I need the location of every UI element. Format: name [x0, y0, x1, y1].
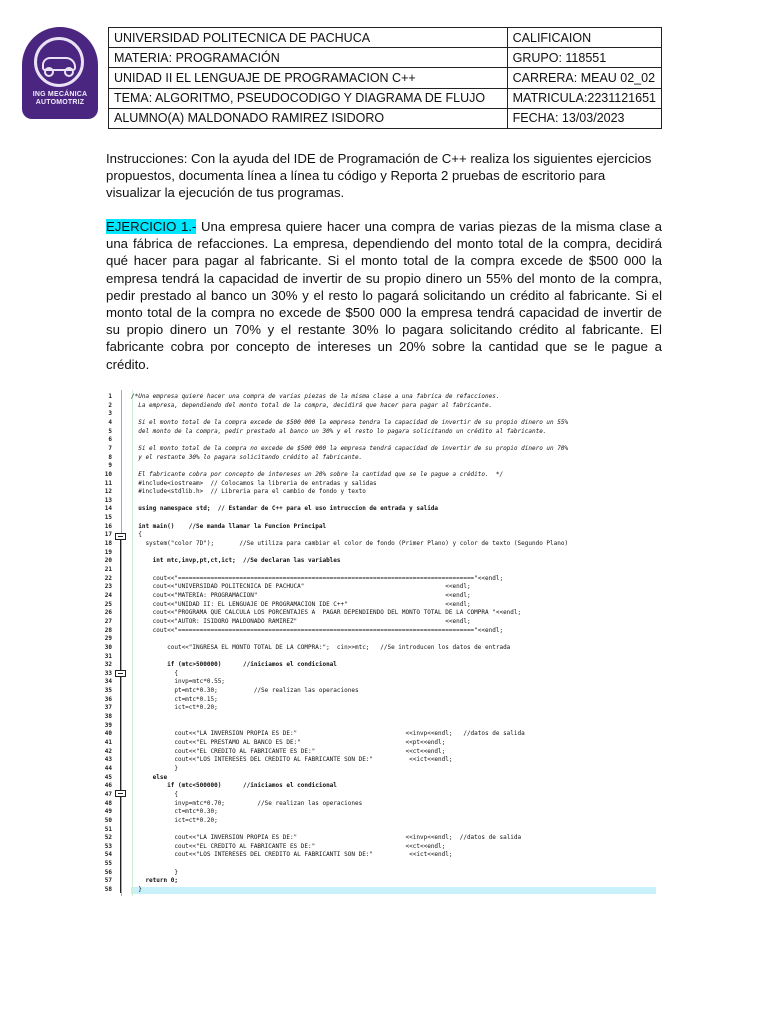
- code-line: cout<<"MATERIA: PROGRAMACION" <<endl;: [131, 591, 471, 599]
- line-number: 11: [104, 479, 112, 487]
- line-number: 7: [108, 444, 112, 452]
- line-number: 29: [104, 635, 112, 643]
- line-number: 20: [104, 557, 112, 565]
- code-line: }: [131, 886, 142, 894]
- line-number: 24: [104, 591, 112, 599]
- header-cell: TEMA: ALGORITMO, PSEUDOCODIGO Y DIAGRAMA DE FLUJO: [109, 88, 508, 108]
- instructions-paragraph: Instrucciones: Con la ayuda del IDE de Programación de C++ realiza los siguientes ejercicios propuestos, documenta línea a línea tu código y Reporta 2 pruebas de escritorio para visualizar la ejecución de tus programas.: [106, 151, 652, 201]
- line-number: 6: [108, 436, 112, 444]
- code-line: /*Una empresa quiere hacer una compra de varias piezas de la misma clase a una fabrica de refacciones.: [131, 393, 500, 400]
- code-line: cout<<"LOS INTERESES DEL CREDITO AL FABRICANTI SON DE:" <<ict<<endl;: [131, 851, 453, 859]
- code-line: pt=mtc*0.30; //Se realizan las operaciones: [131, 687, 359, 695]
- logo-text-line2: AUTOMOTRIZ: [35, 99, 85, 106]
- code-line: cout<<"AUTOR: ISIDORO MALDONADO RAMIREZ" <<endl;: [131, 617, 471, 625]
- exercise-paragraph: [106, 218, 662, 373]
- line-number: 34: [104, 678, 112, 686]
- header-row: [109, 48, 662, 68]
- code-line: {: [131, 531, 142, 539]
- code-line: y el restante 30% lo pagara solicitando crédito al fabricante.: [131, 453, 363, 461]
- line-number: 16: [104, 522, 112, 530]
- header-row: [109, 88, 662, 108]
- code-line: del monto de la compra, pedir prestado al banco un 30% y el resto lo pagara solicitando un crédito al fabricante.: [131, 427, 547, 435]
- code-line: cout<<"EL CREDITO AL FABRICANTE ES DE:" <<ct<<endl;: [131, 842, 446, 850]
- line-number: 2: [108, 401, 112, 409]
- code-line: cout<<"LA INVERSION PROPIA ES DE:" <<invp<<endl; //datos de salida: [131, 730, 525, 738]
- exercise-text: Una empresa quiere hacer una compra de varias piezas de la misma clase a una fábrica de refacciones. La empresa, dependiendo del monto total de la compra, decidirá qué hacer para pagar al fabricante. Si el monto total de la compra excede de $500 000 la empresa tendrá la capacidad de invertir de su propio dinero un 55% del monto de la compra, pedir prestado al banco un 30% y el resto lo pagará solicitando un crédito al fabricante. Si el monto total de la compra no excede de $500 000 la empresa tendrá capacidad de invertir de su propio dinero un 70% y el restante 30% lo pagara solicitando crédito al fabricante. El fabricante cobra por concepto de intereses un 20% sobre la cantidad que se le pague a crédito.: [106, 219, 662, 372]
- line-number: 10: [104, 470, 112, 478]
- line-number: 54: [104, 851, 112, 859]
- code-line: else: [131, 773, 168, 781]
- header-row: [109, 108, 662, 128]
- code-line: ct=mtc*0.30;: [131, 808, 218, 816]
- line-number: 19: [104, 548, 112, 556]
- line-number: 47: [104, 790, 112, 798]
- line-number: 38: [104, 713, 112, 721]
- line-number: 49: [104, 808, 112, 816]
- logo-text: [22, 91, 98, 107]
- code-line: cout<<"PROGRAMA QUE CALCULA LOS PORCENTAJES A PAGAR DEPENDIENDO DEL MONTO TOTAL DE LA COMPRA "<<endl;: [131, 609, 522, 617]
- header-cell: ALUMNO(A) MALDONADO RAMIREZ ISIDORO: [109, 108, 508, 128]
- line-number: 27: [104, 617, 112, 625]
- line-number: 28: [104, 626, 112, 634]
- line-number: 17: [104, 531, 112, 539]
- header-row: [109, 28, 662, 48]
- line-number: 46: [104, 782, 112, 790]
- line-number: 55: [104, 860, 112, 868]
- code-editor: [104, 390, 656, 896]
- code-line: cout<<"UNIVERSIDAD POLITECNICA DE PACHUCA" <<endl;: [131, 583, 471, 591]
- line-number: 25: [104, 600, 112, 608]
- wheel-icon: [44, 67, 54, 77]
- fold-guide: [120, 672, 121, 777]
- code-line: #include<iostream> // Colocamos la libreria de entradas y salidas: [131, 479, 377, 487]
- line-number: 1: [108, 393, 112, 400]
- code-line: Si el monto total de la compra excede de $500 000 la empresa tendra la capacidad de invertir de su propio dinero un 55%: [131, 418, 569, 426]
- code-line: cout<<"INGRESA EL MONTO TOTAL DE LA COMPRA:"; cin>>mtc; //Se introducen los datos de entrada: [131, 643, 511, 651]
- line-number: 50: [104, 816, 112, 824]
- current-line-highlight: [131, 887, 656, 894]
- code-line: cout<<"EL PRESTAMO AL BANCO ES DE:" <<pt<<endl;: [131, 739, 446, 746]
- code-line: {: [131, 669, 178, 677]
- exercise-label: EJERCICIO 1.-: [106, 219, 197, 234]
- header-cell: MATRICULA:2231121651: [507, 88, 661, 108]
- line-number: 33: [104, 669, 112, 677]
- line-number: 57: [104, 877, 112, 885]
- line-number: 22: [104, 574, 112, 582]
- code-line: }: [131, 764, 178, 772]
- line-number: 42: [104, 747, 112, 755]
- code-line: if (mtc>500000) //iniciamos el condicional: [131, 661, 337, 669]
- code-line: La empresa, dependiendo del monto total de la compra, decidirá que hacer para pagar al fabricante.: [131, 401, 493, 409]
- code-line: int main() //Se manda llamar la Funcion Principal: [131, 522, 327, 530]
- line-number: 15: [104, 514, 112, 522]
- code-line: cout<<"=================================================================================="<<endl;: [131, 626, 504, 634]
- line-number: 58: [104, 886, 112, 894]
- line-number: 23: [104, 583, 112, 591]
- code-line: ict=ct*0.20;: [131, 704, 218, 712]
- university-logo: [22, 27, 98, 119]
- code-line: #include<stdlib.h> // Libreria para el cambio de fondo y texto: [131, 488, 366, 496]
- line-number: 40: [104, 730, 112, 738]
- line-number: 12: [104, 488, 112, 496]
- code-line: invp=mtc*0.70; //Se realizan las operaciones: [131, 799, 363, 807]
- line-number: 9: [108, 462, 112, 470]
- code-line: cout<<"=================================================================================="<<endl;: [131, 574, 504, 582]
- header-row: [109, 68, 662, 88]
- code-line: ct=mtc*0.15;: [131, 695, 218, 703]
- code-line: cout<<"LA INVERSION PROPIA ES DE:" <<invp<<endl; //datos de salida: [131, 834, 522, 842]
- code-line: system("color 7D"); //Se utiliza para cambiar el color de fondo (Primer Plano) y color de texto (Segundo Plano): [131, 540, 569, 548]
- code-line: ict=ct*0.20;: [131, 816, 218, 824]
- line-number: 52: [104, 834, 112, 842]
- code-line: Si el monto total de la compra no excede de $500 000 la empresa tendrá capacidad de invertir de su propio dinero un 70%: [131, 444, 569, 452]
- line-number: 13: [104, 496, 112, 504]
- line-number: 48: [104, 799, 112, 807]
- header-cell: CARRERA: MEAU 02_02: [507, 68, 661, 88]
- code-line: }: [131, 868, 178, 876]
- line-number: 32: [104, 661, 112, 669]
- code-line: if (mtc<500000) //iniciamos el condicional: [131, 782, 337, 790]
- header-cell: UNIVERSIDAD POLITECNICA DE PACHUCA: [109, 28, 508, 48]
- line-number: 53: [104, 842, 112, 850]
- line-number: 51: [104, 825, 112, 833]
- line-number: 30: [104, 643, 112, 651]
- line-number: 31: [104, 652, 112, 660]
- code-line: cout<<"LOS INTERESES DEL CREDITO AL FABRICANTE SON DE:" <<ict<<endl;: [131, 756, 453, 764]
- code-line: return 0;: [131, 877, 178, 885]
- line-number: 4: [108, 418, 112, 426]
- code-line: {: [131, 790, 178, 798]
- line-number: 21: [104, 566, 112, 573]
- header-cell: CALIFICAION: [507, 28, 661, 48]
- line-number: 36: [104, 695, 112, 703]
- line-number: 39: [104, 721, 112, 729]
- line-number: 8: [108, 453, 112, 461]
- line-number: 37: [104, 704, 112, 712]
- line-number: 56: [104, 868, 112, 876]
- code-line: cout<<"UNIDAD II: EL LENGUAJE DE PROGRAMACION IDE C++" <<endl;: [131, 600, 471, 608]
- code-line: invp=mtc*0.55;: [131, 678, 225, 686]
- fold-toggle-icon[interactable]: [115, 533, 126, 540]
- fold-toggle-icon[interactable]: [115, 790, 126, 797]
- line-number: 3: [108, 410, 112, 418]
- header-cell: UNIDAD II EL LENGUAJE DE PROGRAMACION C++: [109, 68, 508, 88]
- header-cell: GRUPO: 118551: [507, 48, 661, 68]
- line-number: 35: [104, 687, 112, 695]
- code-line: cout<<"EL CREDITO AL FABRICANTE ES DE:" <<ct<<endl;: [131, 747, 446, 755]
- line-number: 45: [104, 773, 112, 781]
- header-cell: FECHA: 13/03/2023: [507, 108, 661, 128]
- code-line: El fabricante cobra por concepto de intereses un 20% sobre la cantidad que se le pague a crédito. */: [131, 470, 504, 478]
- line-number: 41: [104, 739, 112, 746]
- line-number: 18: [104, 540, 112, 548]
- line-number: 44: [104, 764, 112, 772]
- editor-gutter: [121, 390, 122, 896]
- logo-text-line1: ING MECÁNICA: [32, 91, 88, 98]
- code-line: using namespace std; // Estandar de C++ para el uso intruccion de entrada y salida: [131, 505, 439, 513]
- wheel-icon: [64, 67, 74, 77]
- fold-toggle-icon[interactable]: [115, 670, 126, 677]
- line-number: 43: [104, 756, 112, 764]
- header-cell: MATERIA: PROGRAMACIÓN: [109, 48, 508, 68]
- line-number: 14: [104, 505, 112, 513]
- header-table: [108, 27, 662, 129]
- line-number: 26: [104, 609, 112, 617]
- line-number: 5: [108, 427, 112, 435]
- code-line: int mtc,invp,pt,ct,ict; //Se declaran las variables: [131, 557, 341, 565]
